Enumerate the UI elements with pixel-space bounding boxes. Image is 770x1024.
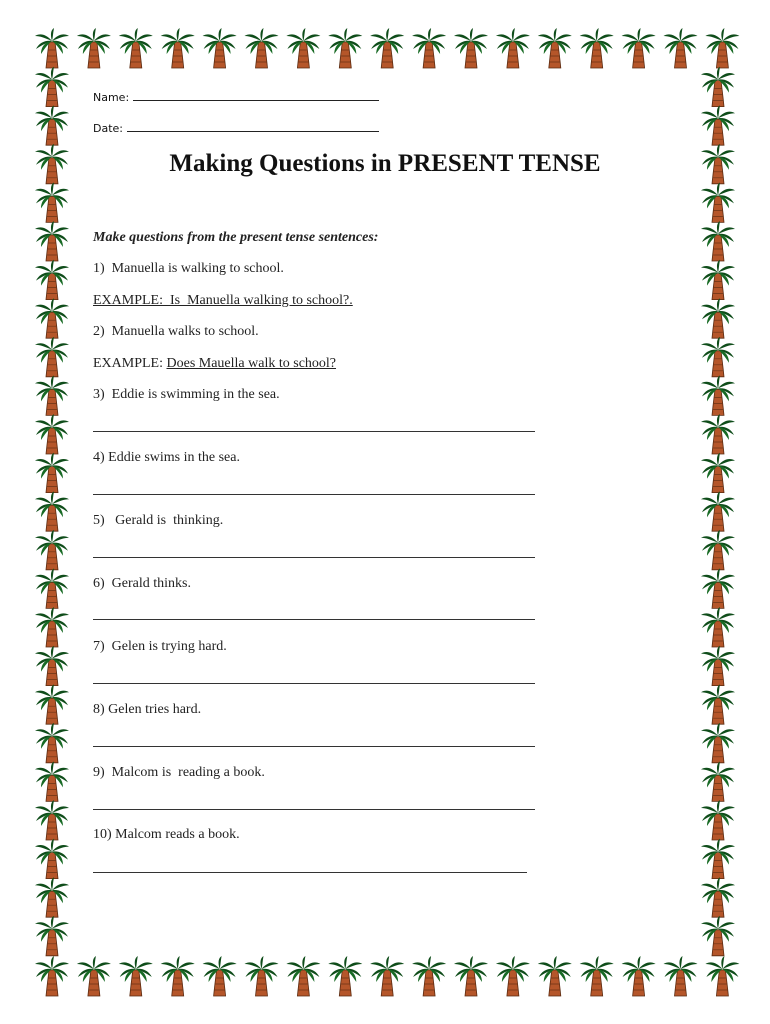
palm-tree-icon bbox=[496, 956, 530, 996]
palm-tree-icon bbox=[701, 877, 735, 917]
sentence-5: 5) Gerald is thinking. bbox=[93, 513, 224, 528]
palm-tree-icon bbox=[161, 956, 195, 996]
palm-tree-icon bbox=[203, 28, 237, 68]
palm-tree-icon bbox=[664, 956, 698, 996]
palm-tree-icon bbox=[538, 956, 572, 996]
palm-tree-icon bbox=[701, 761, 735, 801]
palm-tree-icon bbox=[77, 956, 111, 996]
palm-tree-icon bbox=[538, 28, 572, 68]
palm-tree-icon bbox=[161, 28, 195, 68]
palm-tree-icon bbox=[454, 28, 488, 68]
palm-tree-icon bbox=[370, 28, 404, 68]
palm-tree-icon bbox=[35, 453, 69, 493]
palm-tree-icon bbox=[328, 28, 362, 68]
sentence-3: 3) Eddie is swimming in the sea. bbox=[93, 387, 280, 402]
palm-tree-icon bbox=[701, 723, 735, 763]
sentence-7: 7) Gelen is trying hard. bbox=[93, 639, 227, 654]
palm-tree-icon bbox=[35, 298, 69, 338]
palm-tree-icon bbox=[701, 453, 735, 493]
palm-tree-icon bbox=[412, 956, 446, 996]
sentence-6: 6) Gerald thinks. bbox=[93, 576, 191, 591]
answer-line-9[interactable] bbox=[93, 809, 535, 810]
palm-tree-icon bbox=[203, 956, 237, 996]
palm-tree-icon bbox=[35, 839, 69, 879]
page-title: Making Questions in PRESENT TENSE bbox=[169, 150, 601, 177]
palm-tree-icon bbox=[701, 105, 735, 145]
palm-tree-icon bbox=[496, 28, 530, 68]
palm-tree-icon bbox=[701, 530, 735, 570]
palm-tree-icon bbox=[35, 67, 69, 107]
palm-tree-icon bbox=[580, 956, 614, 996]
date-label: Date: bbox=[93, 122, 123, 135]
palm-tree-icon bbox=[701, 800, 735, 840]
palm-tree-icon bbox=[119, 956, 153, 996]
date-field bbox=[93, 121, 379, 135]
palm-tree-icon bbox=[35, 723, 69, 763]
palm-tree-icon bbox=[77, 28, 111, 68]
palm-tree-icon bbox=[701, 568, 735, 608]
palm-tree-icon bbox=[245, 956, 279, 996]
palm-tree-icon bbox=[454, 956, 488, 996]
palm-tree-icon bbox=[622, 956, 656, 996]
example-2-prefix: EXAMPLE: bbox=[93, 356, 167, 371]
palm-tree-icon bbox=[35, 877, 69, 917]
palm-tree-icon bbox=[35, 105, 69, 145]
sentence-4: 4) Eddie swims in the sea. bbox=[93, 450, 240, 465]
palm-tree-icon bbox=[701, 916, 735, 956]
palm-tree-icon bbox=[35, 182, 69, 222]
sentence-2: 2) Manuella walks to school. bbox=[93, 324, 259, 339]
palm-tree-icon bbox=[35, 414, 69, 454]
example-1: EXAMPLE: Is Manuella walking to school?. bbox=[93, 293, 353, 308]
palm-tree-icon bbox=[701, 67, 735, 107]
palm-tree-icon bbox=[580, 28, 614, 68]
palm-tree-icon bbox=[35, 491, 69, 531]
palm-tree-icon bbox=[245, 28, 279, 68]
answer-line-3[interactable] bbox=[93, 431, 535, 432]
date-blank-line bbox=[127, 121, 379, 132]
palm-tree-icon bbox=[701, 182, 735, 222]
palm-tree-icon bbox=[664, 28, 698, 68]
palm-tree-icon bbox=[35, 221, 69, 261]
sentence-10: 10) Malcom reads a book. bbox=[93, 827, 240, 842]
instructions: Make questions from the present tense sentences: bbox=[93, 230, 379, 245]
palm-tree-icon bbox=[286, 28, 320, 68]
sentence-1: 1) Manuella is walking to school. bbox=[93, 261, 284, 276]
palm-tree-icon bbox=[35, 761, 69, 801]
palm-tree-icon bbox=[701, 375, 735, 415]
palm-tree-icon bbox=[35, 646, 69, 686]
palm-tree-icon bbox=[701, 298, 735, 338]
palm-tree-icon bbox=[701, 646, 735, 686]
name-blank-line bbox=[133, 90, 379, 101]
palm-tree-icon bbox=[286, 956, 320, 996]
palm-tree-icon bbox=[35, 28, 69, 68]
palm-tree-icon bbox=[35, 800, 69, 840]
name-field bbox=[93, 90, 379, 104]
answer-line-5[interactable] bbox=[93, 557, 535, 558]
palm-tree-icon bbox=[328, 956, 362, 996]
palm-tree-icon bbox=[35, 684, 69, 724]
palm-tree-icon bbox=[701, 337, 735, 377]
palm-tree-icon bbox=[701, 607, 735, 647]
sentence-9: 9) Malcom is reading a book. bbox=[93, 765, 265, 780]
palm-tree-icon bbox=[35, 530, 69, 570]
palm-tree-icon bbox=[35, 260, 69, 300]
palm-tree-icon bbox=[412, 28, 446, 68]
sentence-8: 8) Gelen tries hard. bbox=[93, 702, 202, 717]
answer-line-6[interactable] bbox=[93, 619, 535, 620]
answer-line-10[interactable] bbox=[93, 872, 527, 873]
palm-tree-icon bbox=[370, 956, 404, 996]
palm-tree-icon bbox=[705, 28, 739, 68]
palm-tree-icon bbox=[622, 28, 656, 68]
answer-line-4[interactable] bbox=[93, 494, 535, 495]
palm-tree-icon bbox=[701, 684, 735, 724]
palm-tree-icon bbox=[35, 956, 69, 996]
answer-line-8[interactable] bbox=[93, 746, 535, 747]
palm-tree-icon bbox=[701, 221, 735, 261]
palm-tree-icon bbox=[35, 375, 69, 415]
name-label: Name: bbox=[93, 91, 130, 104]
palm-tree-icon bbox=[701, 491, 735, 531]
palm-tree-icon bbox=[701, 839, 735, 879]
palm-tree-icon bbox=[701, 260, 735, 300]
palm-tree-icon bbox=[35, 337, 69, 377]
palm-tree-icon bbox=[35, 607, 69, 647]
answer-line-7[interactable] bbox=[93, 683, 535, 684]
example-2 bbox=[93, 356, 336, 372]
palm-tree-icon bbox=[35, 916, 69, 956]
palm-tree-icon bbox=[705, 956, 739, 996]
palm-tree-icon bbox=[119, 28, 153, 68]
example-2-answer: Does Mauella walk to school? bbox=[166, 356, 337, 371]
palm-tree-icon bbox=[35, 568, 69, 608]
palm-tree-icon bbox=[701, 414, 735, 454]
